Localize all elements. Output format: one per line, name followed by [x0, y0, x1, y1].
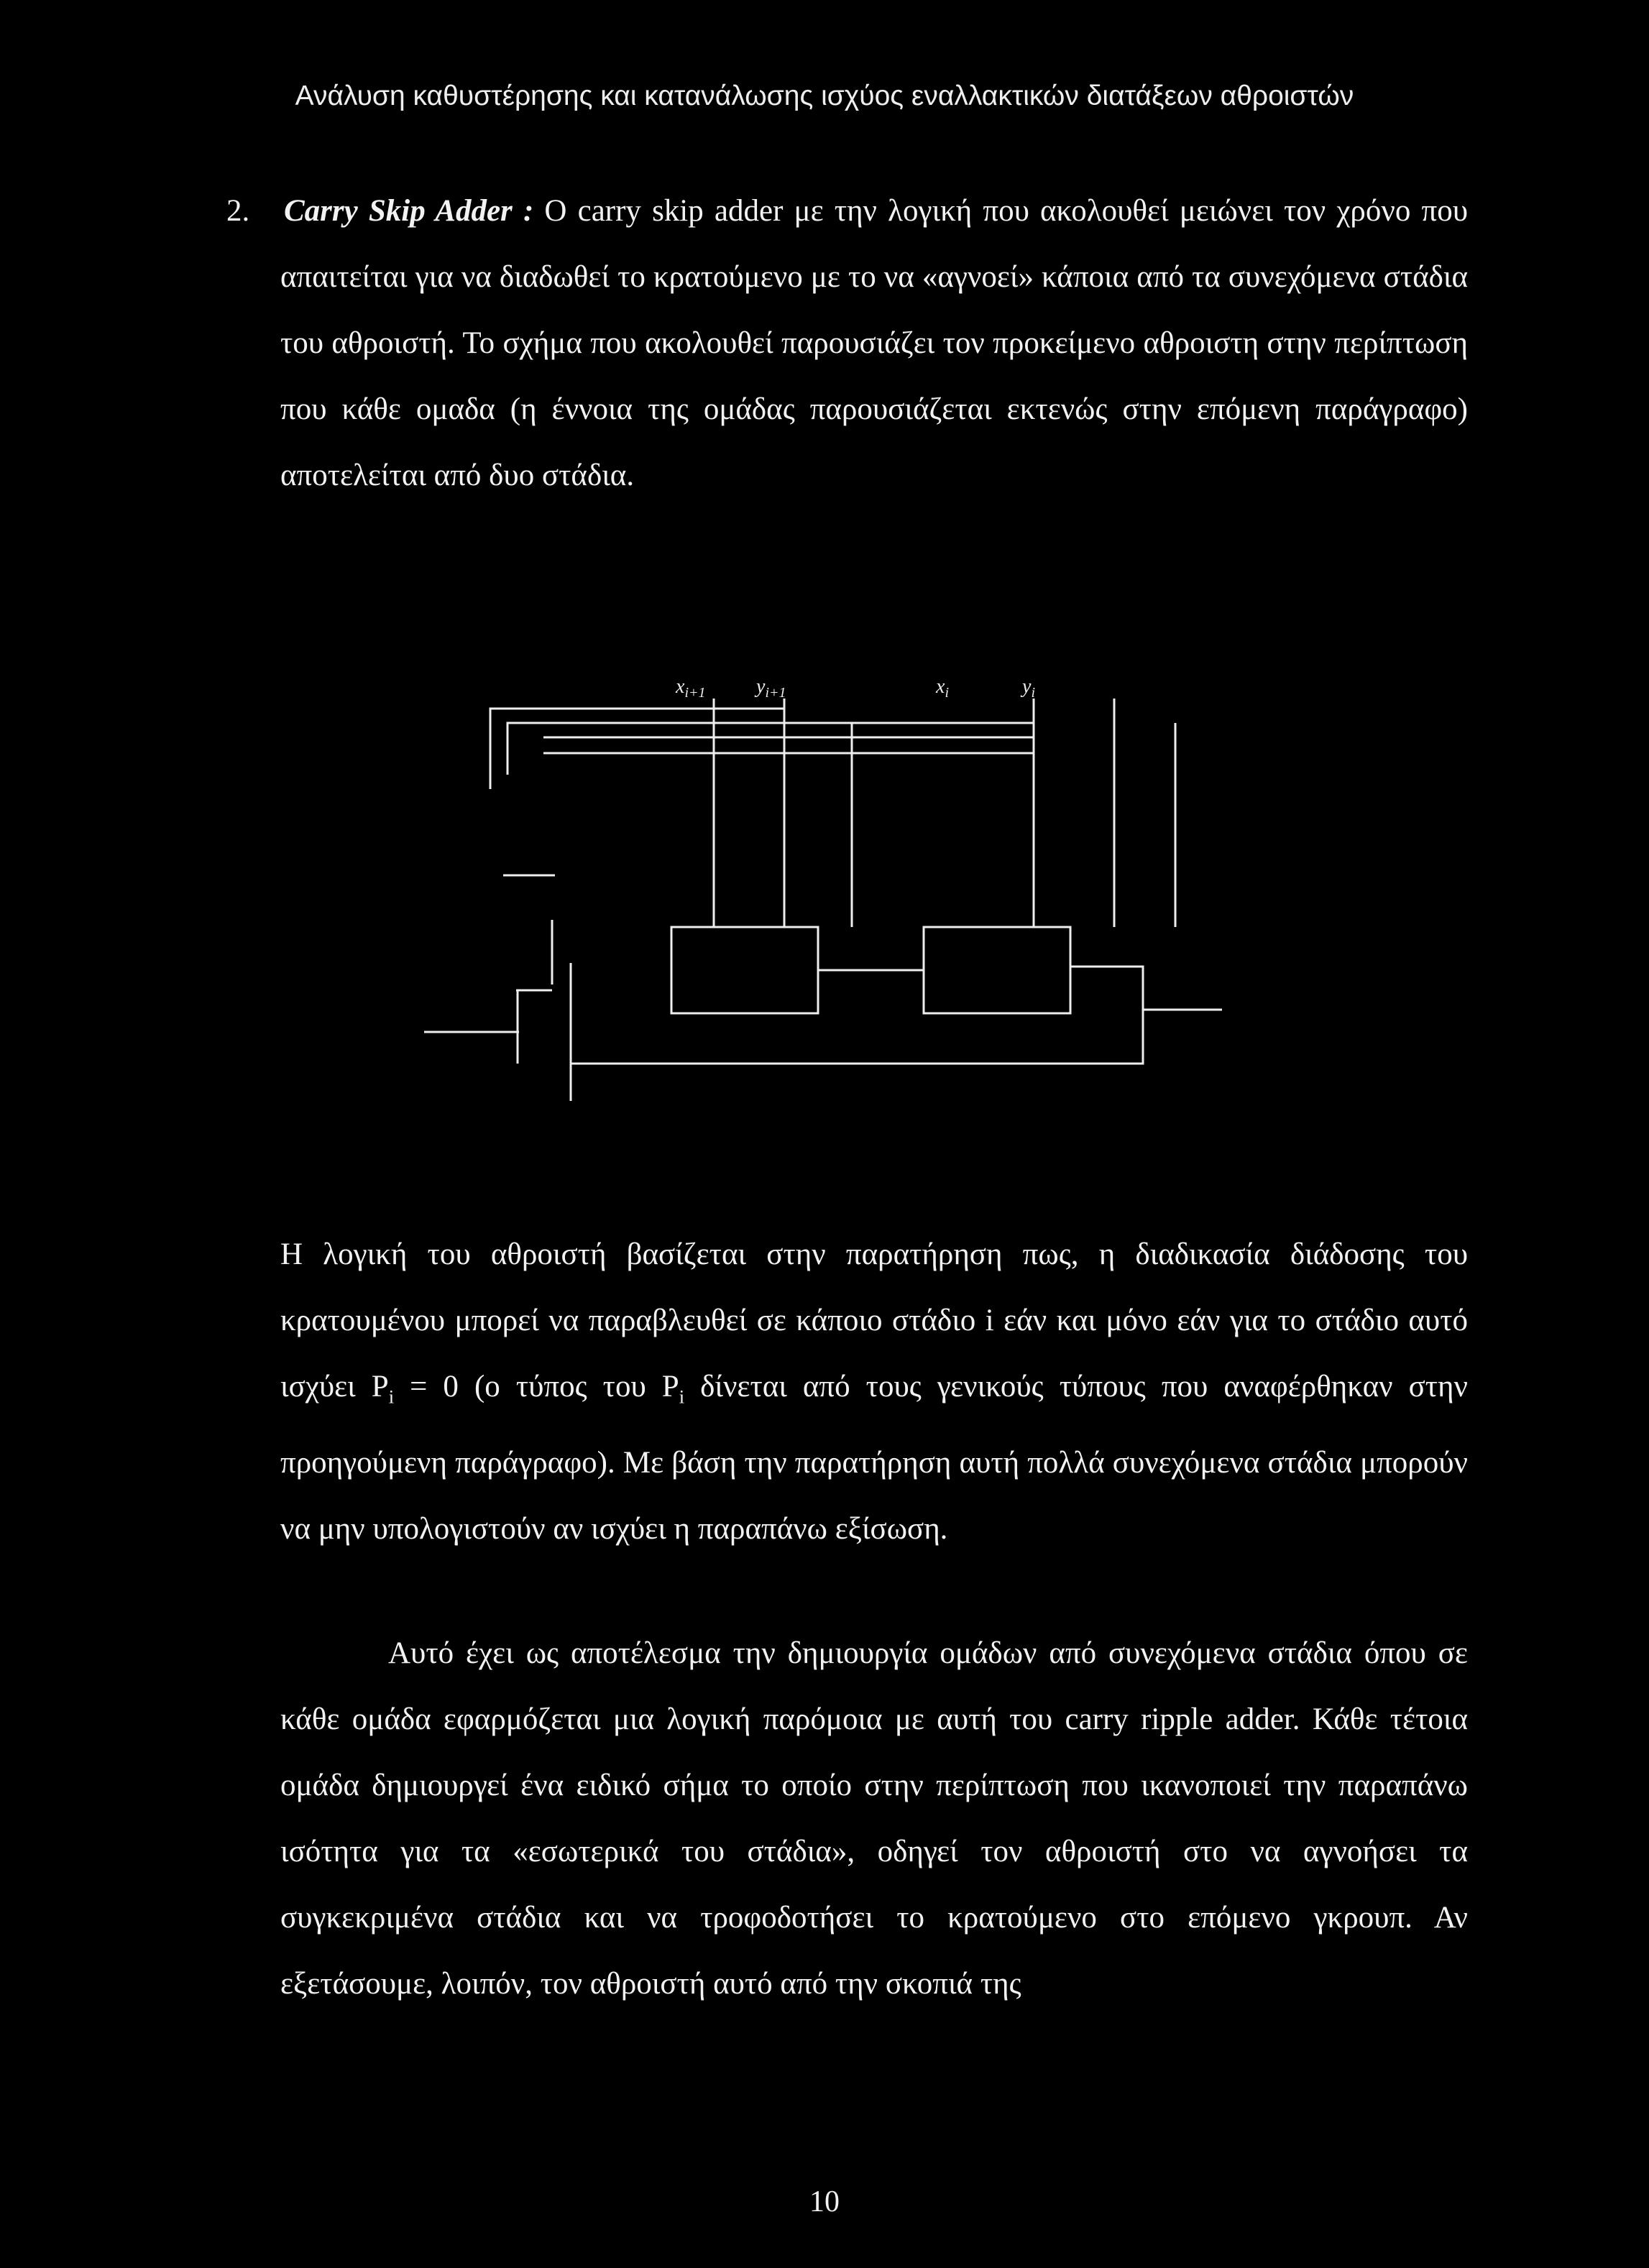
subscript-i-1: i: [388, 1386, 395, 1408]
label-x-i-plus-1-sub: i+1: [684, 685, 706, 701]
svg-text:xi: [935, 676, 949, 701]
paragraph-groups: [280, 1621, 1468, 2017]
label-x-i-plus-1: x: [676, 676, 685, 698]
adder-block-i-plus-1: [671, 927, 818, 1013]
paragraph-skip-condition: [280, 1222, 1468, 1562]
svg-text:xi+1: [675, 676, 706, 701]
subscript-i-2: i: [679, 1386, 685, 1408]
label-x-i: x: [936, 676, 945, 698]
svg-text:yi+1: [754, 676, 786, 701]
adder-block-i: [924, 927, 1070, 1013]
label-y-i: y: [1022, 676, 1032, 698]
paragraph-3-text: Αυτό έχει ως αποτέλεσμα την δημιουργία ομάδων από συνεχόμενα στάδια όπου σε κάθε ομάδα εφαρμόζεται μια λογική παρόμοια με αυτή του carry ripple adder. Κάθε τέτοια ομάδα δημιουργεί ένα ειδικό σήμα το οποίο στην περίπτωση που ικανοποιεί την παραπάνω ισότητα για τα «εσωτερικά του στάδια», οδηγεί τον αθροιστή στο να αγνοήσει τα συγκεκριμένα στάδια και να τροφοδοτήσει το κρατούμενο στο επόμενο γκρουπ. Αν εξετάσουμε, λοιπόν, τον αθροιστή αυτό από την σκοπιά της: [280, 1636, 1468, 2001]
section-intro-paragraph: [226, 178, 1468, 509]
label-y-i-plus-1: y: [756, 676, 766, 698]
paragraph-2-part-3: δίνεται από τους γενικούς τύπους που αναφέρθηκαν στην προηγούμενη παράγραφο). Με βάση την παρατήρηση αυτή πολλά συνεχόμενα στάδια μπορούν να μην υπολογιστούν αν ισχύει η παραπάνω εξίσωση.: [280, 1370, 1468, 1546]
section-number: 2.: [226, 194, 250, 228]
paragraph-2-part-1: Η λογική του αθροιστή βασίζεται στην παρατήρηση πως, η διαδικασία διάδοσης του κρατουμένου μπορεί να παραβλευθεί σε κάποιο στάδιο i εάν και μόνο εάν για το στάδιο αυτό ισχύει P: [280, 1237, 1468, 1403]
page-number: 10: [809, 2185, 840, 2218]
svg-text:yi: [1020, 676, 1035, 701]
label-x-i-sub: i: [945, 685, 949, 701]
circuit-wires: [424, 699, 1222, 1101]
running-header: Ανάλυση καθυστέρησης και κατανάλωσης ισχύος εναλλακτικών διατάξεων αθροιστών: [295, 80, 1354, 111]
circuit-diagram: [403, 647, 1265, 1121]
label-y-i-sub: i: [1031, 685, 1035, 701]
paragraph-2-part-2: = 0 (ο τύπος του P: [394, 1370, 679, 1403]
label-y-i-plus-1-sub: i+1: [765, 685, 786, 701]
carry-skip-adder-figure: [403, 647, 1265, 1121]
section-intro-text: Ο carry skip adder με την λογική που ακολουθεί μειώνει τον χρόνο που απαιτείται για να διαδωθεί το κρατούμενο με το να «αγνοεί» κάποια από τα συνεχόμενα στάδια του αθροιστή. Το σχήμα που ακολουθεί παρουσιάζει τον προκείμενο αθροιστη στην περίπτωση που κάθε ομαδα (η έννοια της ομάδας παρουσιάζεται εκτενώς στην επόμενη παράγραφο) αποτελείται από δυο στάδια.: [280, 194, 1468, 492]
section-term: Carry Skip Adder :: [284, 194, 534, 228]
input-labels: [675, 676, 1035, 701]
